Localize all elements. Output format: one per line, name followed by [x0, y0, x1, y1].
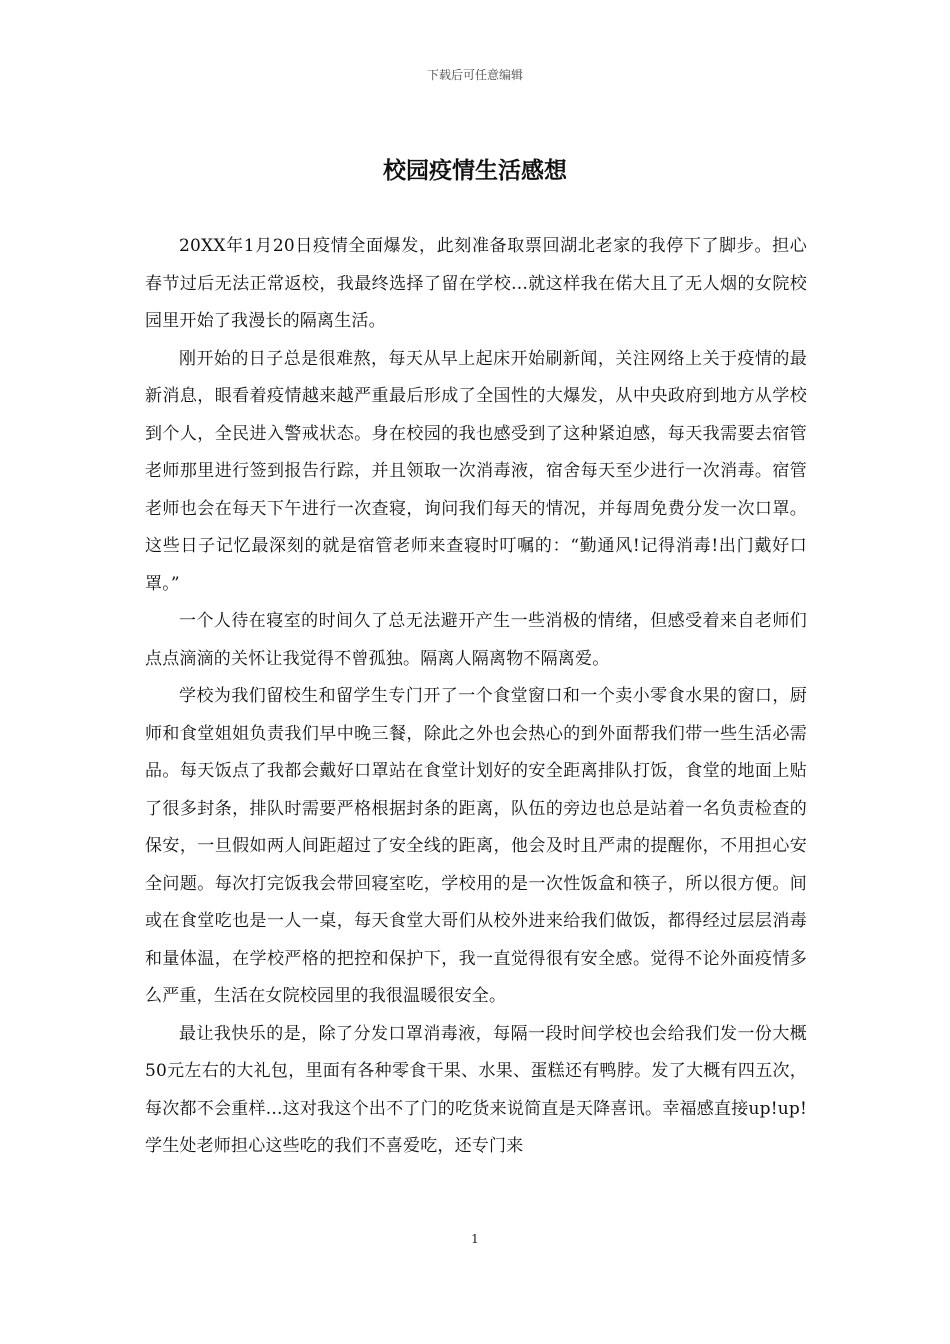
paragraph-1: 20XX年1月20日疫情全面爆发，此刻准备取票回湖北老家的我停下了脚步。担心春节过后无法正常返校，我最终选择了留在学校...就这样我在偌大且了无人烟的女院校园里开始了我漫长的隔离生活。: [145, 236, 807, 331]
paragraph-4: 学校为我们留校生和留学生专门开了一个食堂窗口和一个卖小零食水果的窗口，厨师和食堂姐姐负责我们早中晚三餐，除此之外也会热心的到外面帮我们带一些生活必需品。每天饭点了我都会戴好口罩站在食堂计划好的安全距离排队打饭，食堂的地面上贴了很多封条，排队时需要严格根据封条的距离，队伍的旁边也总是站着一名负责检查的保安，一旦假如两人间距超过了安全线的距离，他会及时且严肃的提醒你，不用担心安全问题。每次打完饭我会带回寝室吃，学校用的是一次性饭盒和筷子，所以很方便。间或在食堂吃也是一人一桌，每天食堂大哥们从校外进来给我们做饭，都得经过层层消毒和量体温，在学校严格的把控和保护下，我一直觉得很有安全感。觉得不论外面疫情多么严重，生活在女院校园里的我很温暖很安全。: [145, 686, 807, 1006]
paragraph-5: 最让我快乐的是，除了分发口罩消毒液，每隔一段时间学校也会给我们发一份大概50元左右的大礼包，里面有各种零食干果、水果、蛋糕还有鸭脖。发了大概有四五次，每次都不会重样...这对我这个出不了门的吃货来说简直是天降喜讯。幸福感直接up!up!学生处老师担心这些吃的我们不喜爱吃，还专门来: [145, 1023, 807, 1156]
document-body: [145, 228, 807, 1166]
paragraph-3: 一个人待在寝室的时间久了总无法避开产生一些消极的情绪，但感受着来自老师们点点滴滴的关怀让我觉得不曾孤独。隔离人隔离物不隔离爱。: [145, 611, 807, 669]
document-title: 校园疫情生活感想: [383, 157, 567, 184]
page-number: 1: [471, 1232, 479, 1246]
page-header-note: 下载后可任意编辑: [426, 68, 523, 82]
paragraph-2: 刚开始的日子总是很难熬，每天从早上起床开始刷新闻，关注网络上关于疫情的最新消息，眼看着疫情越来越严重最后形成了全国性的大爆发，从中央政府到地方从学校到个人，全民进入警戒状态。身在校园的我也感受到了这种紧迫感，每天我需要去宿管老师那里进行签到报告行踪，并且领取一次消毒液，宿舍每天至少进行一次消毒。宿管老师也会在每天下午进行一次查寝，询问我们每天的情况，并每周免费分发一次口罩。这些日子记忆最深刻的就是宿管老师来查寝时叮嘱的：“勤通风!记得消毒!出门戴好口罩。”: [145, 348, 807, 594]
